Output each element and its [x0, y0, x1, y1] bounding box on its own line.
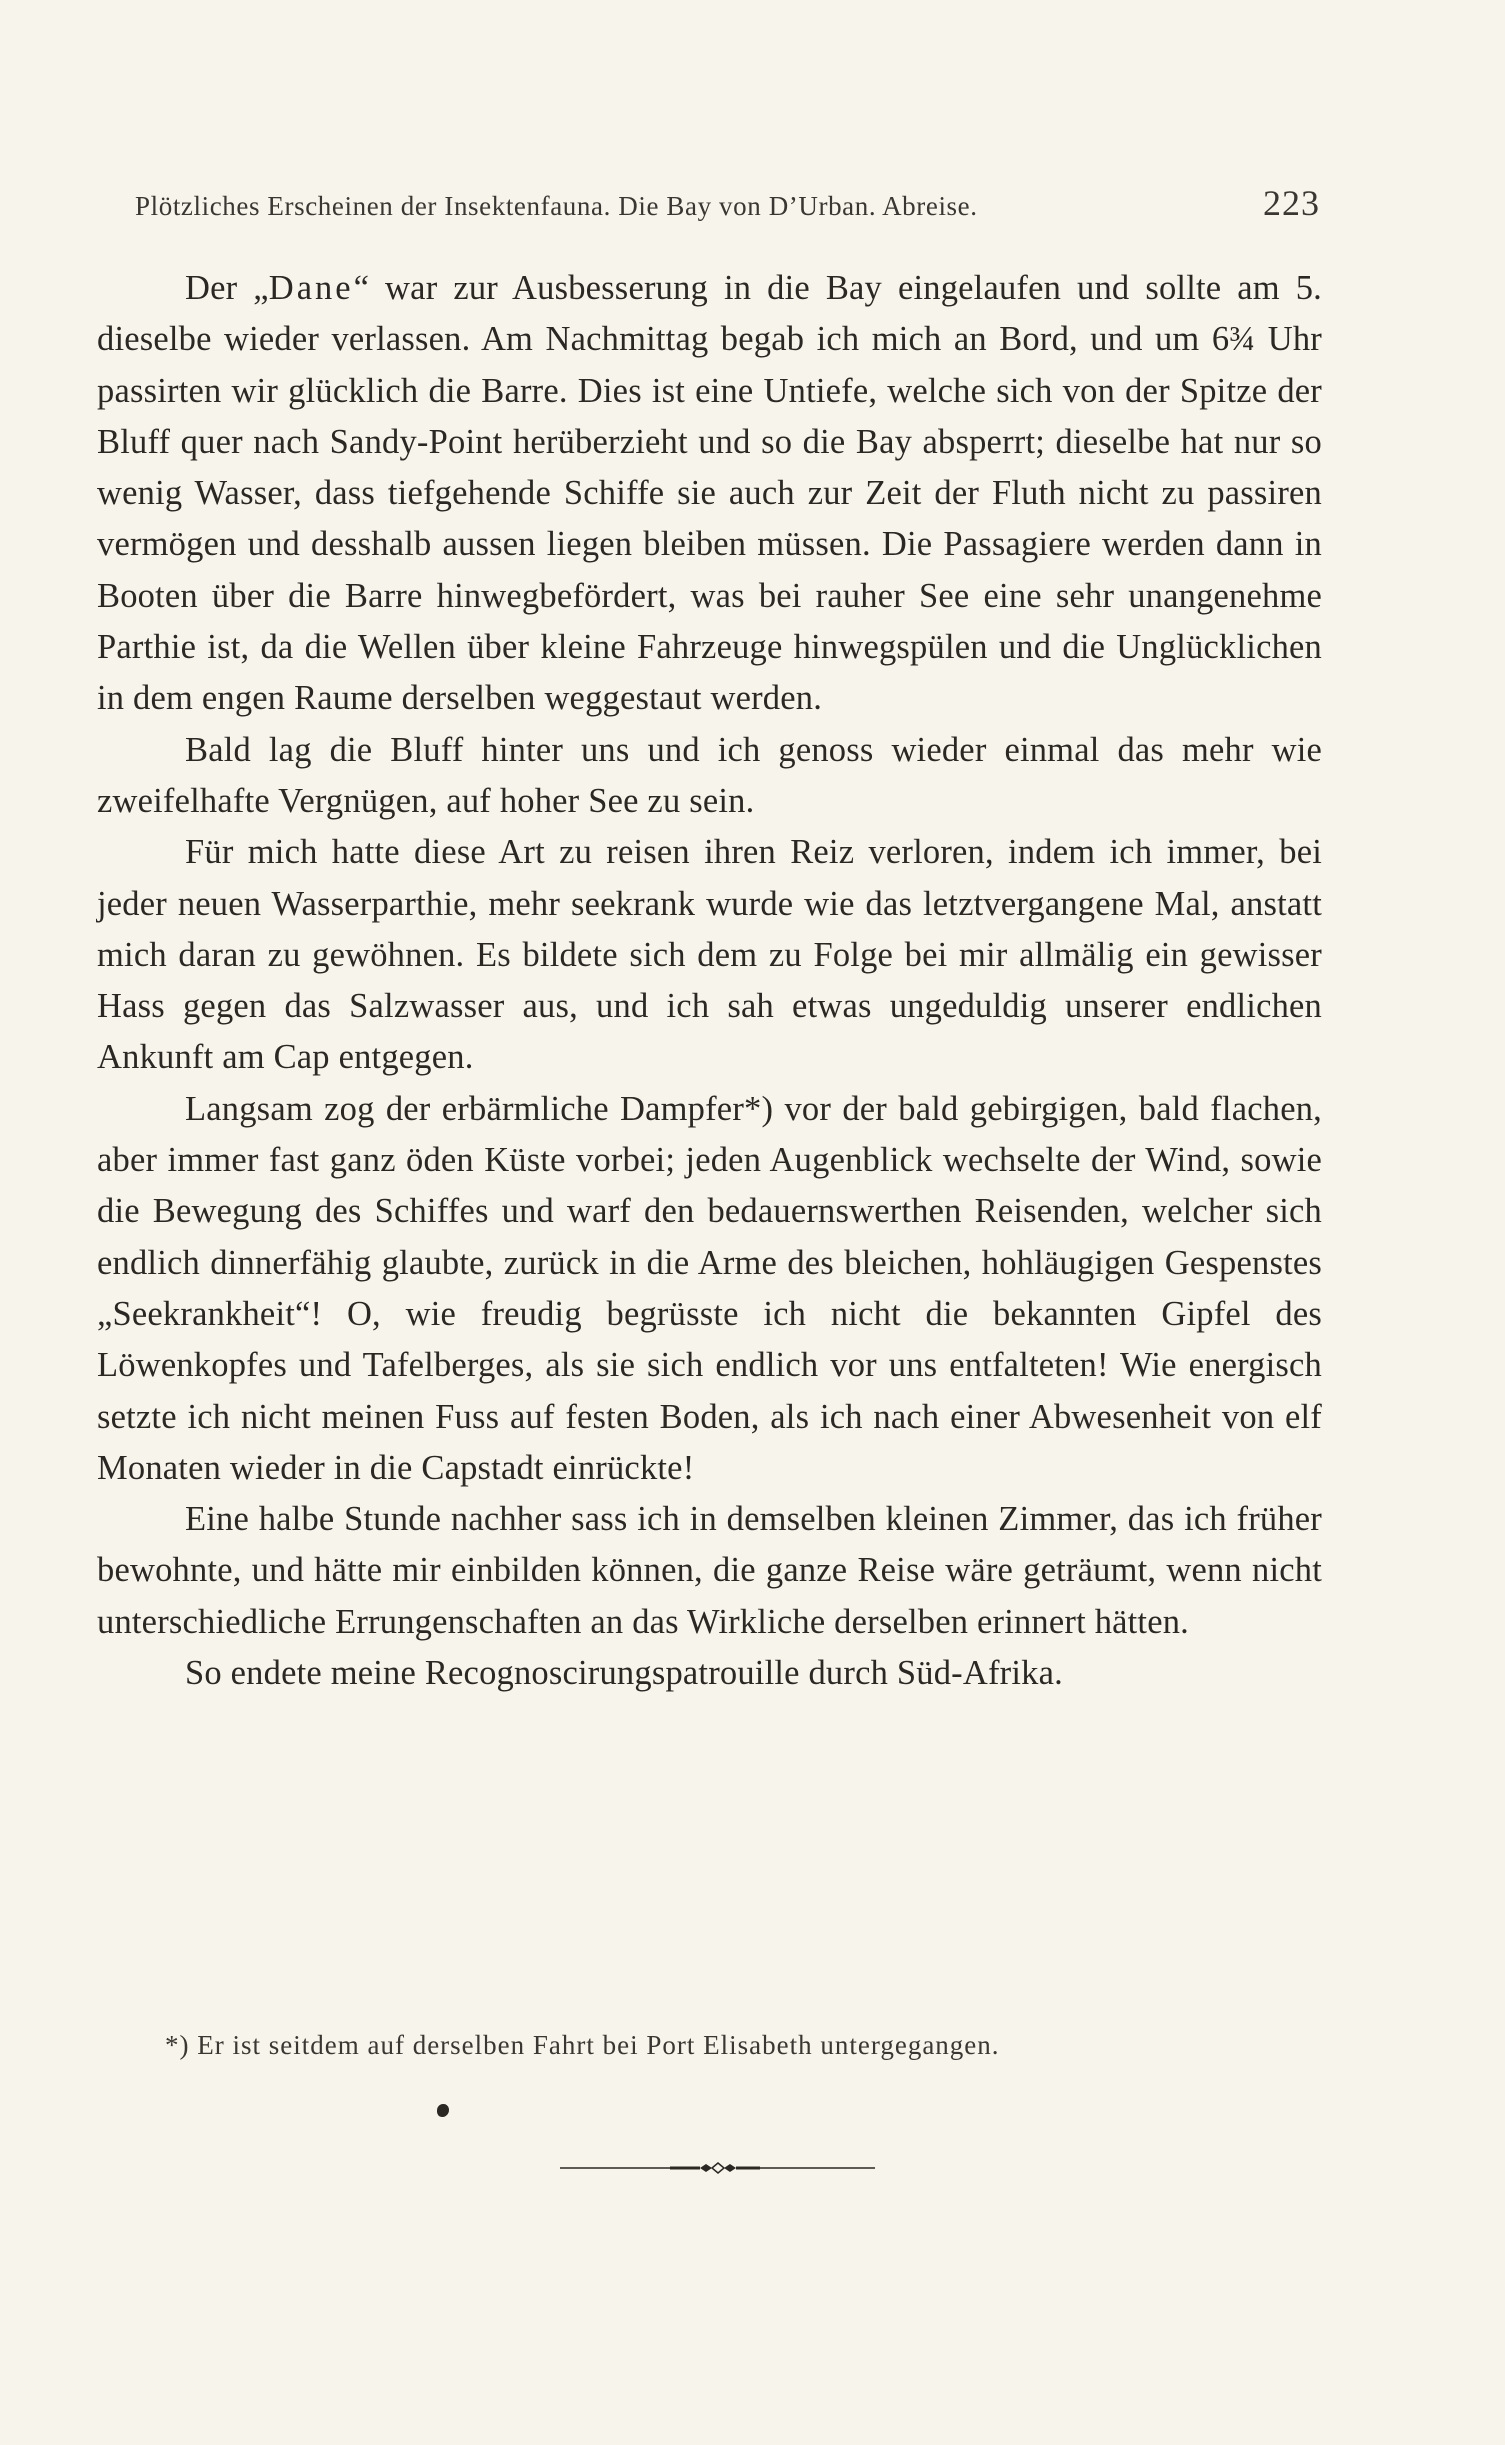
paragraph: Langsam zog der erbärmliche Dampfer*) vor der bald gebirgigen, bald flachen, aber immer fast ganz öden Küste vorbei; jeden Augenblick wechselte der Wind, sowie die Bewegung des Schiffes und warf den bedauernswerthen Reisenden, welcher sich endlich dinnerfähig glaubte, zurück in die Arme des bleichen, hohläugigen Gespenstes „Seekrankheit“! O, wie freudig begrüsste ich nicht die bekannten Gipfel des Löwenkopfes und Tafelberges, als sie sich endlich vor uns entfalteten! Wie energisch setzte ich nicht meinen Fuss auf festen Boden, als ich nach einer Abwesenheit von elf Monaten wieder in die Capstadt einrückte! [97, 1089, 1322, 1487]
ink-spot [437, 2104, 449, 2117]
footnote: *) Er ist seitdem auf derselben Fahrt bei Port Elisabeth untergegangen. [165, 2030, 1000, 2060]
paragraph: Bald lag die Bluff hinter uns und ich genoss wieder einmal das mehr wie zweifelhafte Vergnügen, auf hoher See zu sein. [97, 730, 1322, 820]
paragraph: Für mich hatte diese Art zu reisen ihren Reiz verloren, indem ich immer, bei jeder neuen Wasserparthie, mehr seekrank wurde wie das letztvergangene Mal, anstatt mich daran zu gewöhnen. Es bildete sich dem zu Folge bei mir allmälig ein gewisser Hass gegen das Salzwasser aus, und ich sah etwas ungeduldig unserer endlichen Ankunft am Cap entgegen. [97, 833, 1322, 1077]
paragraph: So endete meine Recognoscirungspatrouille durch Süd-Afrika. [185, 1654, 1063, 1693]
paragraph: Eine halbe Stunde nachher sass ich in demselben kleinen Zimmer, das ich früher bewohnte, und hätte mir einbilden können, die ganze Reise wäre geträumt, wenn nicht unterschiedliche Errungenschaften an das Wirkliche derselben erinnert hätten. [97, 1500, 1322, 1641]
page-number: 223 [1263, 183, 1320, 223]
paragraph [97, 263, 1322, 725]
body-text [97, 263, 1322, 1699]
running-title: Plötzliches Erscheinen der Insektenfauna. Die Bay von D’Urban. Abreise. [135, 191, 978, 221]
ship-name: Dane [268, 269, 354, 307]
paragraph-text-pre: Der „ [185, 269, 269, 307]
paragraph-text: “ war zur Ausbesserung in die Bay eingelaufen und sollte am 5. dieselbe wieder verlassen. Am Nachmittag begab ich mich an Bord, und um 6¾ Uhr passirten wir glücklich die Barre. Dies ist eine Untiefe, welche sich von der Spitze der Bluff quer nach Sandy-Point herüberzieht und so die Bay absperrt; dieselbe hat nur so wenig Wasser, dass tiefgehende Schiffe sie auch zur Zeit der Fluth nicht zu passiren vermögen und desshalb aussen liegen bleiben müssen. Die Passagiere werden dann in Booten über die Barre hinwegbefördert, was bei rauher See eine sehr unangenehme Parthie ist, da die Wellen über kleine Fahrzeuge hinwegspülen und die Unglücklichen in dem engen Raume derselben weggestaut werden. [97, 269, 1323, 718]
ornament-divider [560, 2158, 875, 2178]
page-header [135, 182, 1320, 224]
